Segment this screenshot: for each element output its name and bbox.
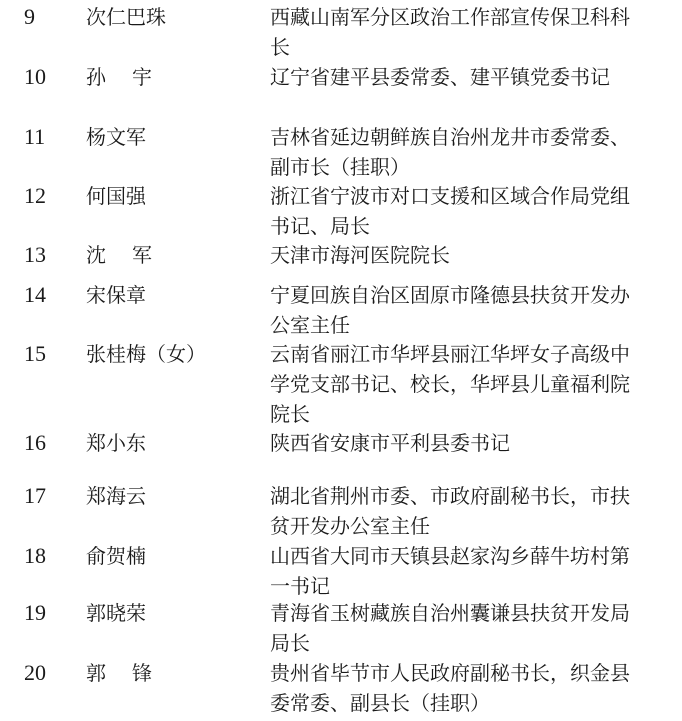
entry-number: 14 <box>24 282 46 307</box>
entry-position: 青海省玉树藏族自治州囊谦县扶贫开发局局长 <box>270 601 630 655</box>
entry-name: 郭晓荣 <box>86 601 146 625</box>
entry-name: 张桂梅（女） <box>86 342 206 366</box>
entry-name: 何国强 <box>86 184 146 208</box>
entry-name: 沈军 <box>86 243 178 267</box>
entry-name: 俞贺楠 <box>86 544 146 568</box>
entry-position: 辽宁省建平县委常委、建平镇党委书记 <box>270 65 610 89</box>
entry-number: 11 <box>24 124 46 149</box>
entry-name: 杨文军 <box>86 125 146 149</box>
entry-name: 宋保章 <box>86 283 146 307</box>
entry-position: 宁夏回族自治区固原市隆德县扶贫开发办公室主任 <box>270 283 630 337</box>
entry-number: 15 <box>24 341 46 366</box>
entry-position: 吉林省延边朝鲜族自治州龙井市委常委、副市长（挂职） <box>270 125 630 179</box>
entry-number: 13 <box>24 242 46 267</box>
entry-position: 陕西省安康市平利县委书记 <box>270 431 510 455</box>
entry-number: 9 <box>24 4 35 29</box>
entry-position: 云南省丽江市华坪县丽江华坪女子高级中学党支部书记、校长，华坪县儿童福利院院长 <box>270 342 630 426</box>
entry-position: 天津市海河医院院长 <box>270 243 450 267</box>
entry-number: 17 <box>24 483 46 508</box>
entry-number: 18 <box>24 543 46 568</box>
entry-name: 次仁巴珠 <box>86 5 166 29</box>
entry-name: 孙宇 <box>86 65 178 89</box>
entry-number: 10 <box>24 64 46 89</box>
entry-name: 郑海云 <box>86 484 146 508</box>
entry-position: 山西省大同市天镇县赵家沟乡薛牛坊村第一书记 <box>270 544 630 598</box>
entry-position: 湖北省荆州市委、市政府副秘书长，市扶贫开发办公室主任 <box>270 484 630 538</box>
entry-number: 19 <box>24 600 46 625</box>
entry-position: 浙江省宁波市对口支援和区域合作局党组书记、局长 <box>270 184 630 238</box>
entry-position: 贵州省毕节市人民政府副秘书长，织金县委常委、副县长（挂职） <box>270 661 630 715</box>
entry-number: 20 <box>24 660 46 685</box>
entry-name: 郭锋 <box>86 661 178 685</box>
entry-number: 12 <box>24 183 46 208</box>
entry-number: 16 <box>24 430 46 455</box>
entry-name: 郑小东 <box>86 431 146 455</box>
entry-position: 西藏山南军分区政治工作部宣传保卫科科长 <box>270 5 630 59</box>
